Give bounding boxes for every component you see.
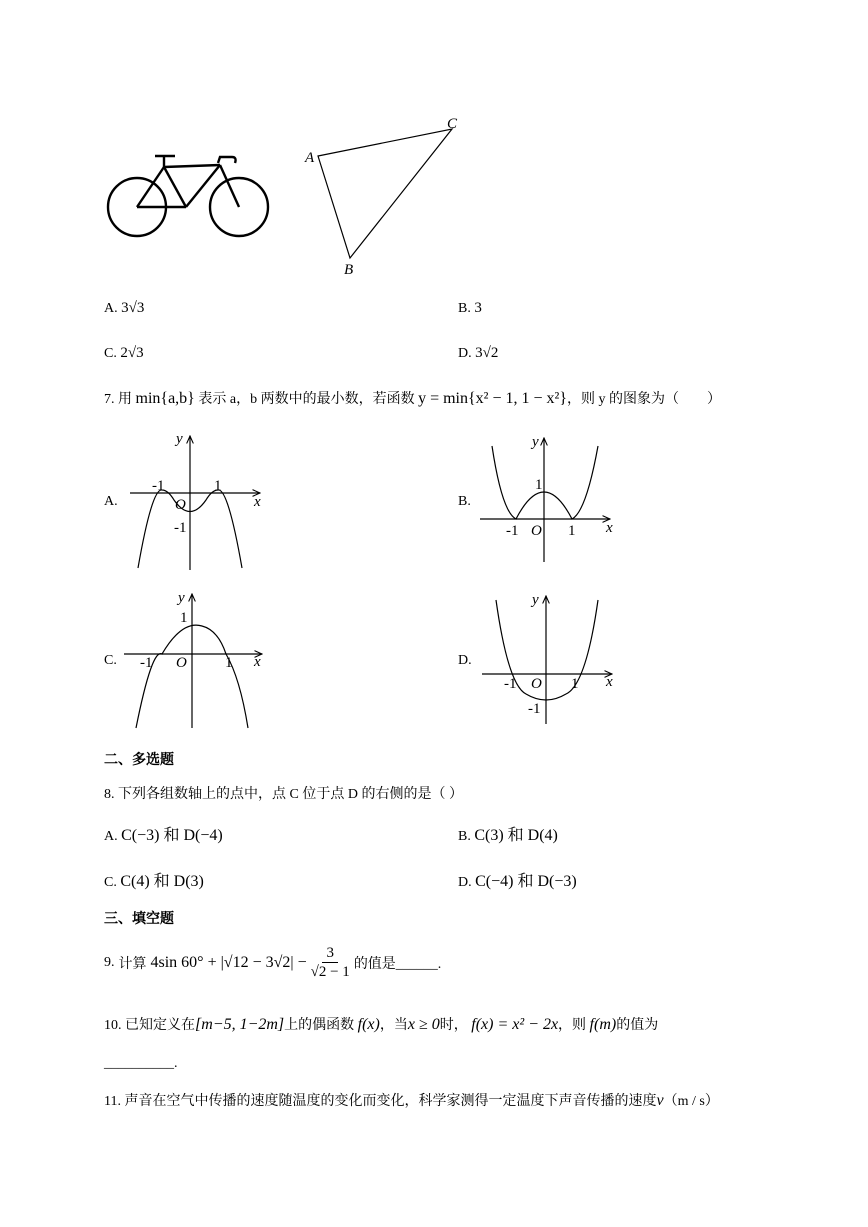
option-label: B. (458, 301, 471, 316)
option-label: A. (104, 301, 118, 316)
option-text: 2√3 (120, 345, 144, 361)
q10-stem: 10. 已知定义在[m−5, 1−2m]上的偶函数 f(x)，当x ≥ 0时， f(x) = x² − 2x，则 f(m)的值为 (104, 1016, 659, 1033)
svg-text:-1: -1 (140, 655, 153, 671)
q8-stem: 8. 下列各组数轴上的点中，点 C 位于点 D 的右侧的是（ ） (104, 787, 463, 802)
x-axis-label: x (254, 494, 261, 510)
svg-text:O: O (176, 655, 187, 671)
q7-option-a-label[interactable]: A. (104, 494, 118, 509)
section-heading-fill-in: 三、填空题 (104, 912, 174, 927)
option-text: 3 (474, 300, 482, 316)
svg-text:1: 1 (568, 523, 576, 539)
q8-option-b[interactable]: B. C(3) 和 D(4) (458, 827, 558, 844)
q7-graph-a[interactable] (130, 428, 270, 573)
vertex-a-label: A (305, 150, 315, 166)
svg-text:O: O (531, 676, 542, 692)
option-label: D. (458, 346, 472, 361)
q8-option-d[interactable]: D. C(−4) 和 D(−3) (458, 873, 577, 890)
y-axis-label: y (176, 431, 183, 447)
q8-option-c[interactable]: C. C(4) 和 D(3) (104, 873, 204, 890)
section-heading-multiple-choice: 二、多选题 (104, 753, 174, 768)
svg-text:-1: -1 (506, 523, 519, 539)
svg-text:y: y (532, 434, 539, 450)
svg-text:y: y (178, 590, 185, 606)
option-label: C. (104, 346, 117, 361)
q9-fraction: $\frac{3}{√2 - 1}$ (310, 945, 350, 980)
tick-y: -1 (174, 520, 187, 536)
svg-text:x: x (606, 520, 613, 536)
q7-graph-d[interactable] (478, 590, 623, 728)
svg-text:-1: -1 (504, 676, 517, 692)
svg-text:y: y (532, 592, 539, 608)
triangle-abc-figure (300, 110, 470, 280)
tick-left: -1 (152, 478, 165, 494)
svg-text:1: 1 (225, 655, 233, 671)
vertex-c-label: C (447, 116, 458, 132)
origin-label: O (175, 497, 186, 513)
q6-option-d[interactable] (458, 345, 498, 362)
vertex-b-label: B (344, 262, 354, 278)
q6-option-c[interactable] (104, 345, 144, 362)
q9-expression: 4sin 60° + |√12 − 3√2| − (150, 953, 307, 971)
q6-option-a[interactable] (104, 300, 144, 317)
svg-text:-1: -1 (528, 701, 541, 717)
q11-stem: 11. 声音在空气中传播的速度随温度的变化而变化，科学家测得一定温度下声音传播的速度v（m / s） (104, 1092, 719, 1109)
svg-text:x: x (606, 674, 613, 690)
q7-graph-b[interactable] (478, 432, 618, 567)
q8-option-a[interactable]: A. C(−3) 和 D(−4) (104, 827, 223, 844)
q7-option-b-label[interactable]: B. (458, 494, 471, 509)
q6-option-b[interactable] (458, 300, 482, 317)
svg-text:O: O (531, 523, 542, 539)
option-text: 3√3 (121, 300, 145, 316)
q9-stem: 9. 计算 4sin 60° + |√12 − 3√2| − $\frac{3}{√2 - 1}$ 的值是______. (104, 945, 442, 980)
q7-graph-c[interactable] (122, 588, 272, 730)
svg-text:1: 1 (535, 477, 543, 493)
q10-answer-blank[interactable]: __________. (104, 1056, 178, 1071)
q7-option-d-label[interactable]: D. (458, 653, 472, 668)
q7-option-c-label[interactable]: C. (104, 653, 117, 668)
q7-stem: 7. 用 min{a,b} 表示 a，b 两数中的最小数，若函数 y = min{x² − 1, 1 − x²}，则 y 的图象为（ ） (104, 390, 721, 407)
svg-text:1: 1 (571, 676, 579, 692)
svg-text:x: x (254, 654, 261, 670)
tick-right: 1 (214, 478, 222, 494)
svg-text:1: 1 (180, 610, 188, 626)
bicycle-figure (100, 145, 280, 245)
option-text: 3√2 (475, 345, 499, 361)
